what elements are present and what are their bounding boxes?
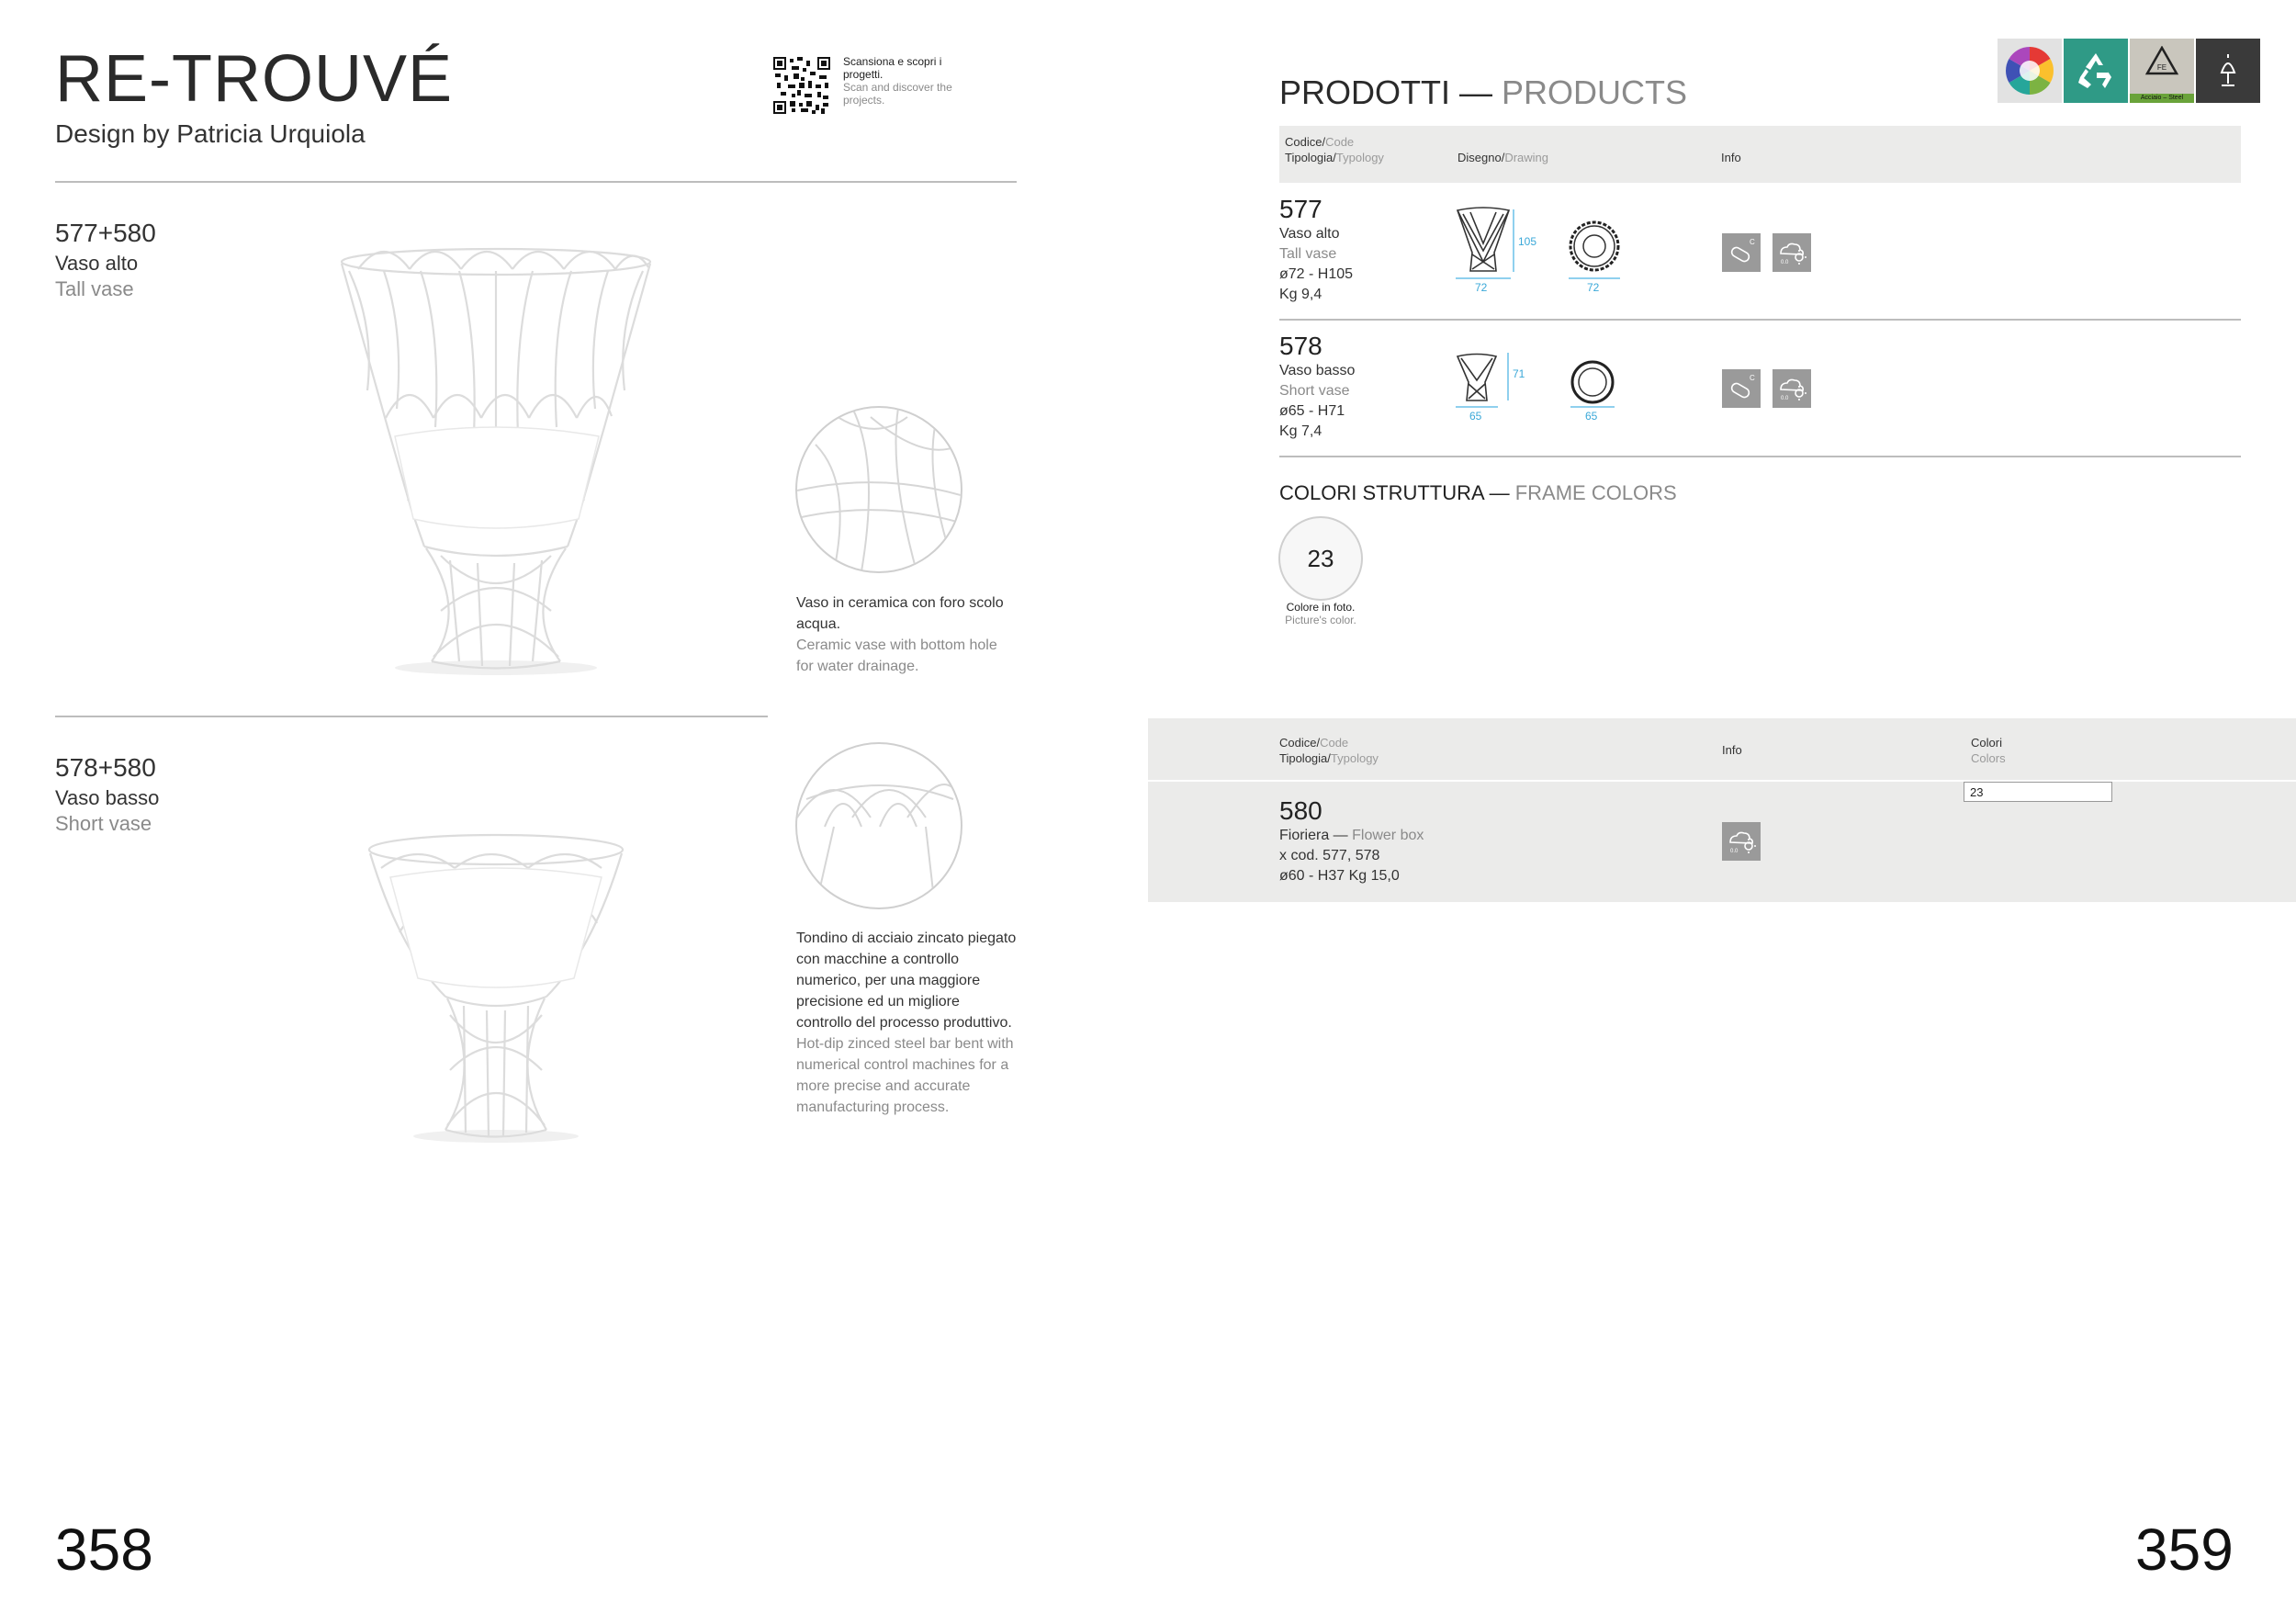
height-dimension: 105 (1518, 235, 1537, 248)
detail-ceramic-vase-image (795, 406, 962, 573)
svg-text:C: C (1750, 238, 1755, 246)
section-tall-vase (55, 219, 156, 301)
col-typology-en: Typology (1330, 751, 1379, 765)
product-dimensions: ø65 - H71 (1279, 403, 1345, 419)
tall-vase-top-drawing (1569, 220, 1620, 272)
section-name-en: Tall vase (55, 277, 134, 300)
color-swatch[interactable] (1278, 516, 1363, 601)
designer-subtitle: Design by Patricia Urquiola (55, 119, 366, 148)
height-dimension-line (1513, 209, 1514, 272)
product-weight: Kg 9,4 (1279, 287, 1322, 302)
qr-code-icon[interactable] (773, 57, 830, 114)
color-swatch-label: 23 (1307, 544, 1334, 572)
table-row (1279, 332, 1355, 442)
product-name-en: Flower box (1352, 828, 1424, 843)
qr-caption-en: Scan and discover the projects. (843, 81, 952, 107)
divider (1279, 319, 2241, 321)
swatch-caption-it: Colore in foto. (1286, 601, 1356, 614)
product-code: 580 (1279, 796, 1322, 825)
color-select-field[interactable]: 23 (1964, 782, 2112, 802)
col-colors (1971, 735, 2006, 766)
short-vase-top-drawing (1570, 360, 1615, 404)
short-vase-side-drawing (1456, 353, 1498, 404)
height-dimension: 71 (1513, 367, 1525, 380)
note-text-it: Vaso in ceramica con foro scolo acqua. (796, 595, 1004, 632)
tall-vase-side-drawing (1456, 207, 1511, 280)
col-info: Info (1722, 743, 1742, 757)
products-heading-sep: — (1450, 73, 1503, 111)
divider (55, 181, 1017, 183)
flower-box-table-header (1148, 718, 2296, 780)
col-colors-en: Colors (1971, 751, 2006, 765)
lamp-icon (2196, 39, 2260, 103)
section-code: 578+580 (55, 753, 156, 782)
products-heading-en: PRODUCTS (1502, 73, 1688, 111)
width-dimension-line (1570, 406, 1615, 408)
product-name-it: Fioriera (1279, 828, 1330, 843)
section-name-it: Vaso basso (55, 786, 160, 809)
width-dimension-line (1456, 277, 1511, 279)
note-steel-bar (796, 928, 1017, 1118)
section-name-it: Vaso alto (55, 252, 139, 275)
flower-box-row (1148, 782, 2296, 902)
col-typology-it: Tipologia/ (1285, 151, 1336, 164)
frame-colors-heading-en: FRAME COLORS (1514, 481, 1677, 504)
product-code: 578 (1279, 332, 1322, 360)
weather-resistant-icon (1773, 369, 1811, 408)
col-code-typology (1285, 134, 1384, 165)
detail-steel-bar-image (795, 742, 962, 909)
short-vase-image (363, 831, 629, 1144)
col-code-en: Code (1320, 736, 1349, 750)
height-dimension-line (1507, 353, 1509, 400)
swatch-caption-en: Picture's color. (1285, 614, 1356, 626)
width-dimension-top: 65 (1585, 410, 1598, 423)
section-short-vase (55, 753, 159, 836)
svg-text:0.0: 0.0 (1730, 849, 1739, 854)
width-dimension-line (1569, 277, 1620, 279)
tall-vase-image (331, 243, 661, 675)
col-colors-it: Colori (1971, 736, 2002, 750)
width-dimension-line (1456, 406, 1498, 408)
swatch-caption (1279, 601, 1362, 626)
col-drawing-en: Drawing (1504, 151, 1548, 164)
width-dimension-top: 72 (1587, 281, 1600, 294)
frame-colors-heading-it: COLORI STRUTTURA (1279, 481, 1484, 504)
color-wheel-icon (1998, 39, 2062, 103)
col-code-it: Codice/ (1285, 135, 1326, 149)
product-dimensions: ø72 - H105 (1279, 266, 1354, 282)
svg-text:FE: FE (2156, 63, 2167, 72)
product-name-sep: — (1329, 828, 1353, 843)
col-drawing (1458, 150, 1548, 165)
fe-recycle-icon (2130, 39, 2194, 103)
svg-text:C: C (1750, 374, 1755, 382)
note-text-it: Tondino di acciaio zincato piegato con macchine a controllo numerico, per una maggiore precisione ed un migliore controllo del processo produttivo. (796, 930, 1017, 1031)
note-text-en: Ceramic vase with bottom hole for water drainage. (796, 637, 997, 674)
products-heading-it: PRODOTTI (1279, 73, 1450, 111)
note-text-en: Hot-dip zinced steel bar bent with numerical control machines for a more precise and accurate manufacturing process. (796, 1036, 1014, 1115)
weather-resistant-icon (1773, 233, 1811, 272)
col-code-it: Codice/ (1279, 736, 1321, 750)
frame-colors-heading-sep: — (1483, 481, 1515, 504)
weather-resistant-icon (1722, 822, 1761, 861)
products-table-header (1279, 126, 2241, 183)
product-name-it: Vaso basso (1279, 363, 1356, 378)
page-number-right: 359 (2135, 1517, 2234, 1583)
svg-text:0.0: 0.0 (1781, 260, 1789, 265)
product-name-en: Short vase (1279, 383, 1350, 399)
svg-text:0.0: 0.0 (1781, 396, 1789, 401)
col-typology-it: Tipologia/ (1279, 751, 1331, 765)
divider (1279, 456, 2241, 457)
ceramic-info-icon (1722, 233, 1761, 272)
product-name-it: Vaso alto (1279, 226, 1340, 242)
col-typology-en: Typology (1335, 151, 1384, 164)
table-row (1279, 796, 1424, 886)
section-code: 577+580 (55, 219, 156, 247)
products-heading (1279, 73, 1687, 112)
table-row (1279, 195, 1353, 305)
steel-label: Acciaio – Steel (2130, 94, 2194, 103)
col-code-en: Code (1325, 135, 1355, 149)
note-ceramic-vase (796, 592, 1017, 677)
ceramic-info-icon (1722, 369, 1761, 408)
product-name-en: Tall vase (1279, 246, 1337, 262)
qr-caption (843, 55, 953, 107)
width-dimension-side: 65 (1469, 410, 1482, 423)
product-code: 577 (1279, 195, 1322, 223)
catalog-title: RE-TROUVÉ (55, 42, 454, 116)
section-name-en: Short vase (55, 812, 152, 835)
divider (55, 716, 768, 717)
page-number-left: 358 (55, 1517, 153, 1583)
col-drawing-it: Disegno/ (1458, 151, 1505, 164)
product-dimensions: ø60 - H37 Kg 15,0 (1279, 868, 1400, 884)
qr-caption-it: Scansiona e scopri i progetti. (843, 55, 942, 81)
recycle-icon (2064, 39, 2128, 103)
product-compatible-codes: x cod. 577, 578 (1279, 848, 1380, 863)
product-weight: Kg 7,4 (1279, 423, 1322, 439)
feature-badges (1998, 39, 2260, 103)
frame-colors-heading (1279, 481, 1677, 505)
col-code-typology (1279, 735, 1379, 766)
col-info: Info (1721, 151, 1741, 164)
width-dimension-side: 72 (1475, 281, 1488, 294)
